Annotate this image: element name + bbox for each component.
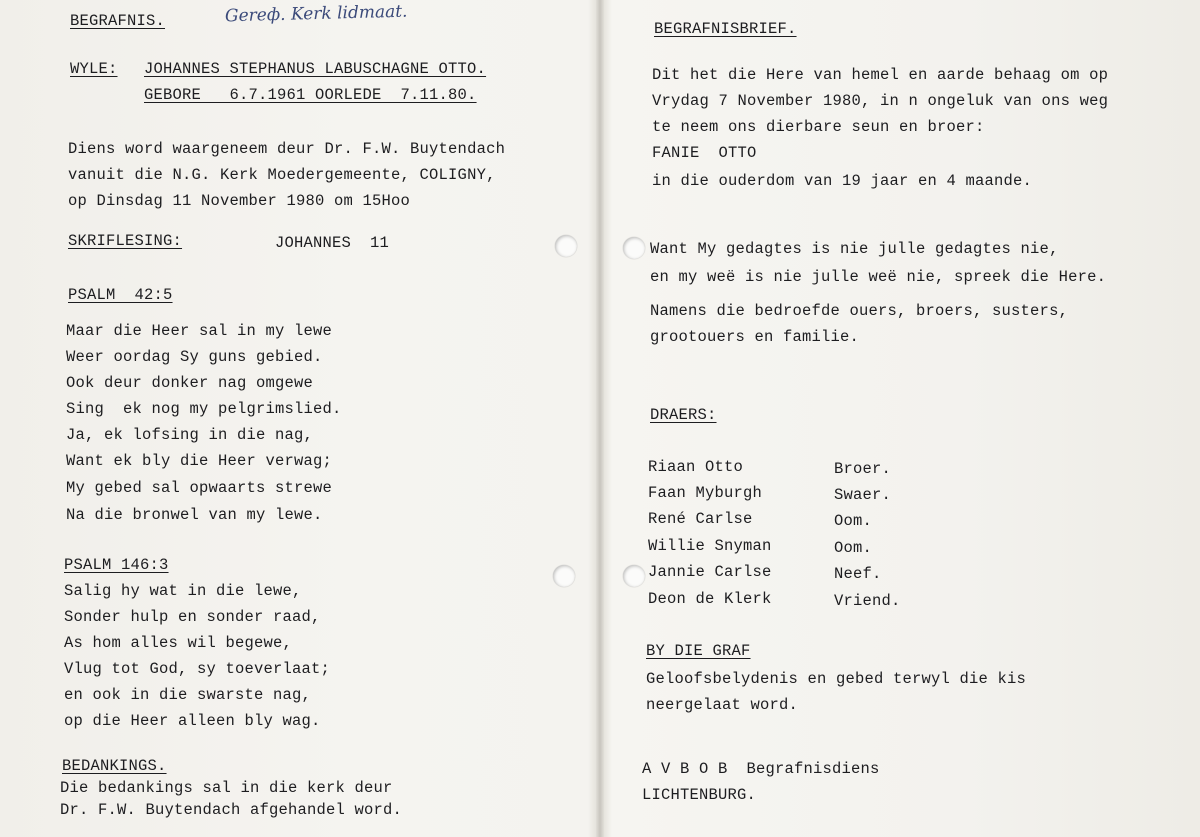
deceased-name: JOHANNES STEPHANUS LABUSCHAGNE OTTO. <box>144 60 487 78</box>
page-heading: BEGRAFNIS. <box>70 12 166 30</box>
psalm-line: Na die bronwel van my lewe. <box>66 506 323 524</box>
left-page <box>0 0 598 837</box>
handwritten-note: Gereф. Kerk lidmaat. <box>224 1 408 27</box>
psalm-line: en ook in die swarste nag, <box>64 686 312 704</box>
letter-line: Dit het die Here van hemel en aarde behaag om op <box>652 66 1109 84</box>
bearer-name: Faan Myburgh <box>648 484 763 502</box>
bearer-relation: Oom. <box>834 539 873 557</box>
psalm-line: As hom alles wil begewe, <box>64 634 293 652</box>
scripture-reference: JOHANNES 11 <box>275 234 390 252</box>
psalm-line: op die Heer alleen bly wag. <box>64 712 321 730</box>
psalm-line: Want ek bly die Heer verwag; <box>66 452 333 470</box>
bearer-relation: Oom. <box>834 512 873 530</box>
bearer-name: René Carlse <box>648 510 753 528</box>
thanks-line: Dr. F.W. Buytendach afgehandel word. <box>60 801 403 819</box>
psalm-title: PSALM 146:3 <box>64 556 169 574</box>
psalm-line: Salig hy wat in die lewe, <box>64 582 302 600</box>
right-page <box>602 0 1200 837</box>
bearer-relation: Vriend. <box>834 592 901 610</box>
grave-line: neergelaat word. <box>646 696 799 714</box>
bearer-name: Willie Snyman <box>648 537 772 555</box>
deceased-dates: GEBORE 6.7.1961 OORLEDE 7.11.80. <box>144 86 477 104</box>
psalm-line: Ook deur donker nag omgewe <box>66 374 314 392</box>
punch-hole <box>555 235 577 257</box>
bearer-relation: Broer. <box>834 460 892 478</box>
letter-line: Vrydag 7 November 1980, in n ongeluk van ons weg <box>652 92 1109 110</box>
thanks-line: Die bedankings sal in die kerk deur <box>60 779 393 797</box>
bearer-name: Deon de Klerk <box>648 590 772 608</box>
grave-title: BY DIE GRAF <box>646 642 751 660</box>
family-line: Namens die bedroefde ouers, broers, susters, <box>650 302 1069 320</box>
bearer-name: Riaan Otto <box>648 458 744 476</box>
psalm-line: Maar die Heer sal in my lewe <box>66 322 333 340</box>
verse-line: Want My gedagtes is nie julle gedagtes nie, <box>650 240 1059 258</box>
service-line: Diens word waargeneem deur Dr. F.W. Buytendach <box>68 140 506 158</box>
wyle-label: WYLE: <box>70 60 118 78</box>
deceased-short-name: FANIE OTTO <box>652 144 757 162</box>
punch-hole <box>553 565 575 587</box>
undertaker-name: A V B O B Begrafnisdiens <box>642 760 880 778</box>
bearer-name: Jannie Carlse <box>648 563 772 581</box>
grave-line: Geloofsbelydenis en gebed terwyl die kis <box>646 670 1027 688</box>
psalm-line: Sonder hulp en sonder raad, <box>64 608 321 626</box>
psalm-line: Ja, ek lofsing in die nag, <box>66 426 314 444</box>
psalm-line: Weer oordag Sy guns gebied. <box>66 348 323 366</box>
letter-line: in die ouderdom van 19 jaar en 4 maande. <box>652 172 1033 190</box>
service-line: op Dinsdag 11 November 1980 om 15Hoo <box>68 192 411 210</box>
bearers-title: DRAERS: <box>650 406 717 424</box>
verse-line: en my weë is nie julle weë nie, spreek die Here. <box>650 268 1107 286</box>
psalm-line: Sing ek nog my pelgrimslied. <box>66 400 342 418</box>
letter-heading: BEGRAFNISBRIEF. <box>654 20 797 38</box>
bearer-relation: Swaer. <box>834 486 892 504</box>
undertaker-town: LICHTENBURG. <box>642 786 757 804</box>
psalm-line: My gebed sal opwaarts strewe <box>66 479 333 497</box>
letter-line: te neem ons dierbare seun en broer: <box>652 118 985 136</box>
psalm-line: Vlug tot God, sy toeverlaat; <box>64 660 331 678</box>
family-line: grootouers en familie. <box>650 328 860 346</box>
bearer-relation: Neef. <box>834 565 882 583</box>
thanks-title: BEDANKINGS. <box>62 757 167 775</box>
service-line: vanuit die N.G. Kerk Moedergemeente, COLIGNY, <box>68 166 496 184</box>
psalm-title: PSALM 42:5 <box>68 286 173 304</box>
scripture-label: SKRIFLESING: <box>68 232 183 250</box>
